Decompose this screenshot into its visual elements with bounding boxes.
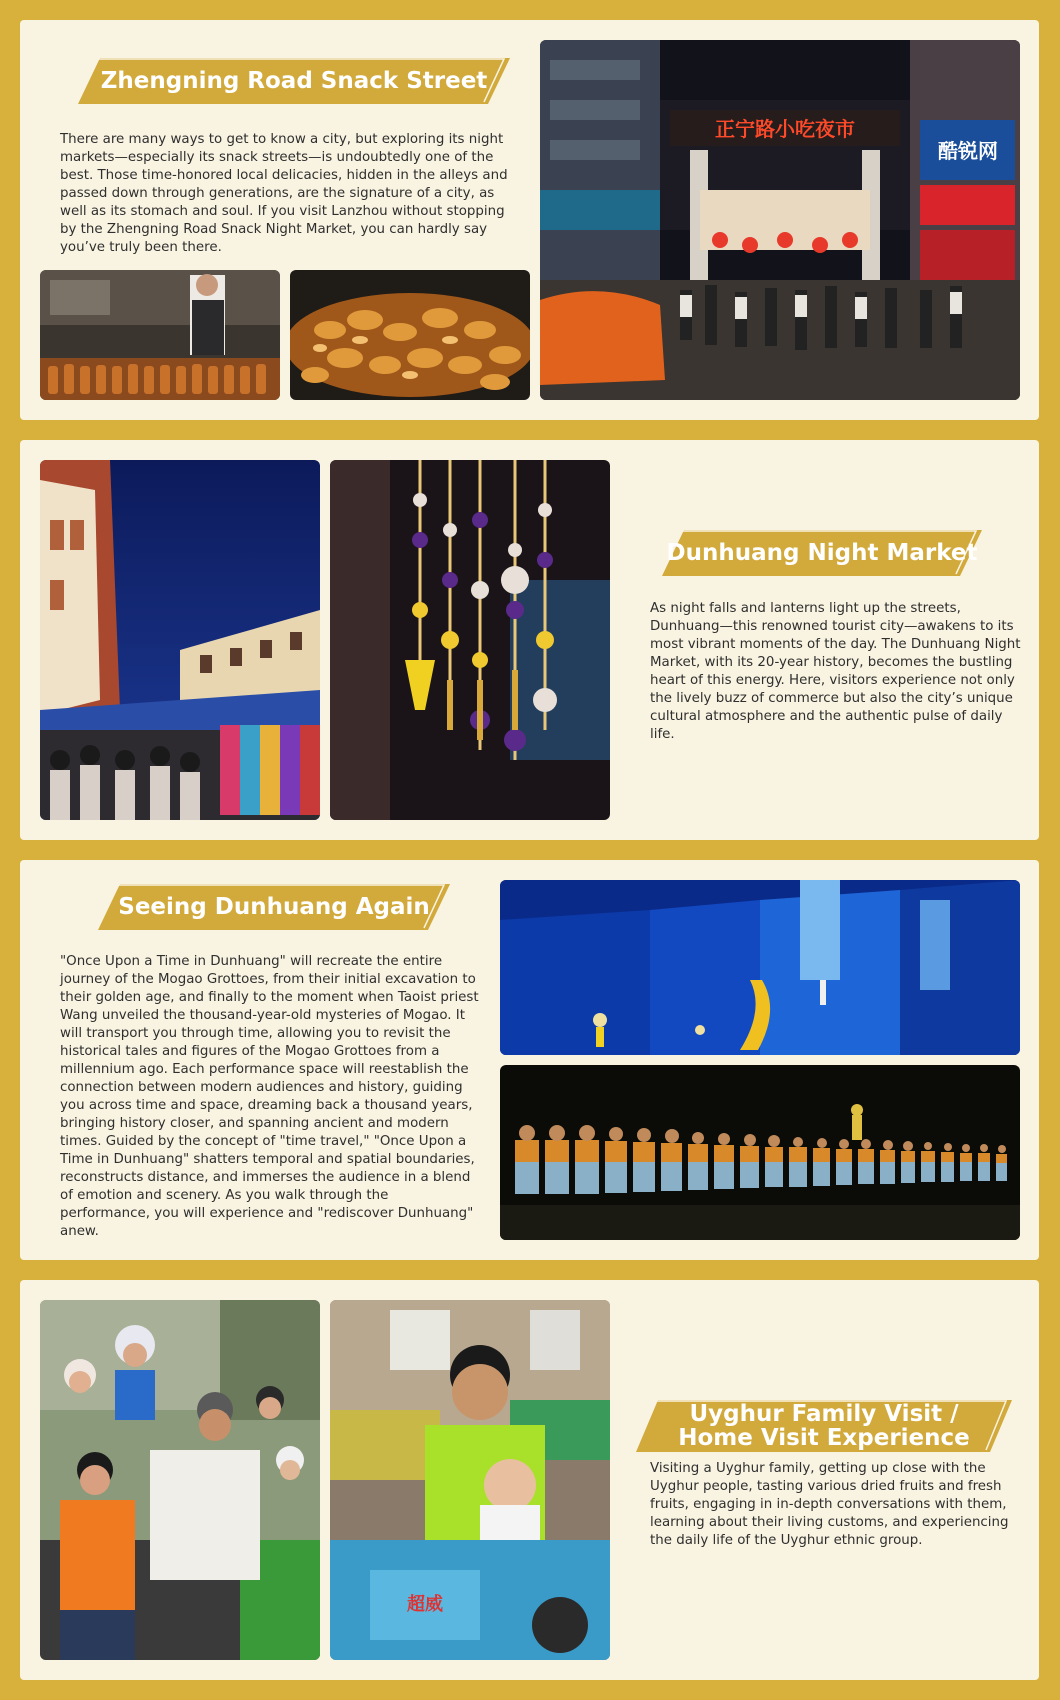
section-title: Zhengning Road Snack Street <box>100 67 488 94</box>
section-title-banner <box>78 56 510 106</box>
section-description: There are many ways to get to know a city, but exploring its night markets—especially its snack streets—is undoubtedly one of the best. Those time-honored local delicacies, hidden in the alleys and passed down through generations, are the signature of a city, as well as its stomach and soul. If you visit Lanzhou without stopping by the Zhengning Road Snack Night Market, you can hardly say you’ve truly been there. <box>60 132 508 255</box>
section-zhengning <box>20 20 1039 420</box>
photo-man-with-baby <box>330 1300 610 1660</box>
photo-snack-street-gate <box>540 40 1020 400</box>
vehicle-brand-text: 超威 <box>407 1594 443 1615</box>
section-title-banner <box>636 1398 1012 1454</box>
section-title-banner <box>662 528 982 578</box>
section-title-banner <box>98 882 450 932</box>
section-title: Uyghur Family Visit / Home Visit Experience <box>678 1400 970 1451</box>
section-description: Visiting a Uyghur family, getting up close with the Uyghur people, tasting various dried fruits and fresh fruits, engaging in in-depth conversations with them, learning about their living customs, and experiencing the daily life of the Uyghur ethnic group. <box>650 1461 1009 1548</box>
photo-performance-dancers-row <box>500 1065 1020 1240</box>
section-title: Seeing Dunhuang Again <box>118 893 430 920</box>
shop-sign-text: 酷锐网 <box>938 139 998 163</box>
photo-family-group <box>40 1300 320 1660</box>
photo-hanging-bead-ornaments <box>330 460 610 820</box>
section-description: "Once Upon a Time in Dunhuang" will recreate the entire journey of the Mogao Grottoes, from their initial excavation to their golden age, and finally to the moment when Taoist priest Wang unveiled the thousand-year-old mysteries of Mogao. It will transport you through time, allowing you to revisit the historical tales and figures of the Mogao Grottoes from a millennium ago. Each performance space will reestablish the connection between modern audiences and history, guiding you across time and space, dreaming back a thousand years, bringing history closer, and spanning ancient and modern times. Guided by the concept of "time travel," "Once Upon a Time in Dunhuang" shatters temporal and spatial boundaries, reconstructs distance, and immerses the audience in a blend of emotion and scenery. As you walk through the performance, you will experience and "rediscover Dunhuang" anew. <box>60 954 479 1239</box>
section-seeing-dunhuang-again <box>20 860 1039 1260</box>
photo-fried-snacks <box>290 270 530 400</box>
gate-sign-text: 正宁路小吃夜市 <box>715 117 855 141</box>
photo-night-market-street <box>40 460 320 820</box>
section-uyghur-family-visit <box>20 1280 1039 1680</box>
photo-performance-blue-stage <box>500 880 1020 1055</box>
section-title: Dunhuang Night Market <box>666 539 978 566</box>
photo-grill-vendor <box>40 270 280 400</box>
section-dunhuang-night-market <box>20 440 1039 840</box>
section-description: As night falls and lanterns light up the streets, Dunhuang—this renowned tourist city—awakens to its most vibrant moments of the day. The Dunhuang Night Market, with its 20-year history, becomes the bustling heart of this energy. Here, visitors experience not only the lively buzz of commerce but also the city’s unique cultural atmosphere and the authentic pulse of daily life. <box>650 601 1021 742</box>
